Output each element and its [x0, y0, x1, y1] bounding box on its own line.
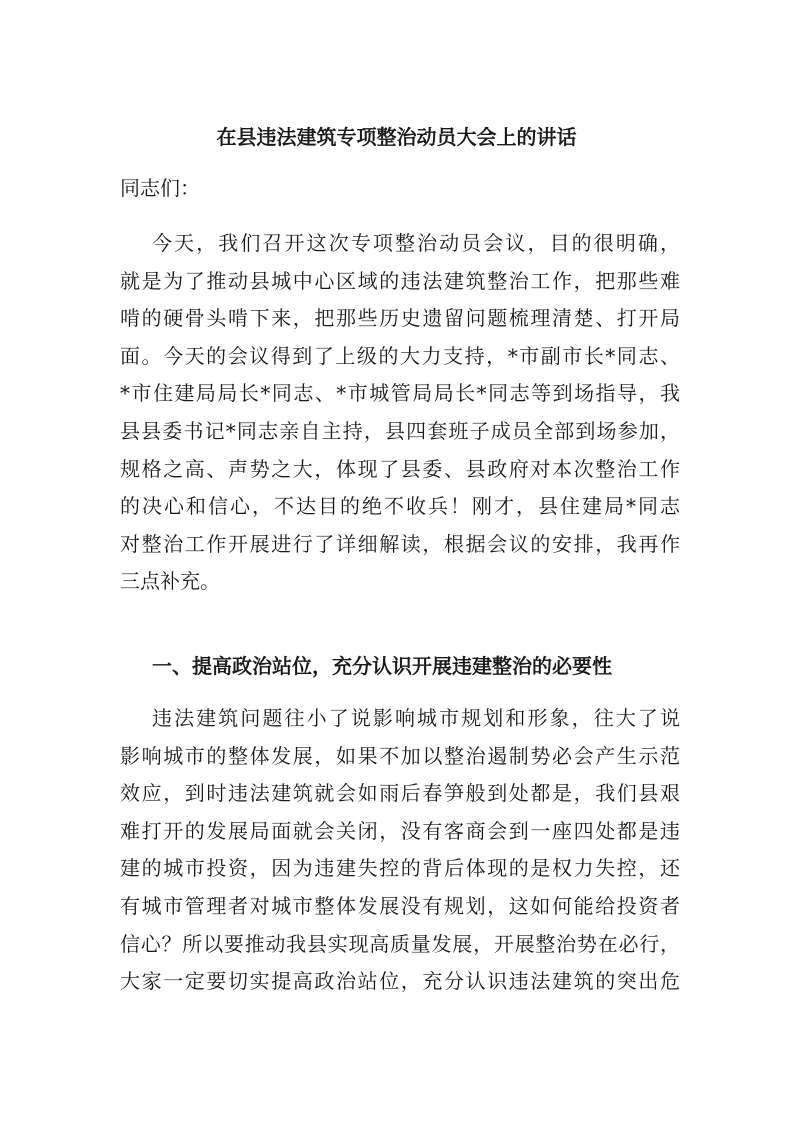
- paragraph-line: 影响城市的整体发展，如果不加以整治遏制势必会产生示范: [120, 743, 680, 768]
- paragraph-opening: [120, 225, 680, 601]
- paragraph-line: 对整治工作开展进行了详细解读，根据会议的安排，我再作: [120, 531, 680, 556]
- paragraph-line: 大家一定要切实提高政治站位，充分认识违法建筑的突出危: [120, 969, 680, 994]
- paragraph-line: 规格之高、声势之大，体现了县委、县政府对本次整治工作: [120, 456, 680, 481]
- section-heading-1: 一、提高政治站位，充分认识开展违建整治的必要性: [152, 654, 612, 678]
- paragraph-line: 啃的硬骨头啃下来，把那些历史遗留问题梳理清楚、打开局: [120, 306, 680, 331]
- paragraph-line: 违法建筑问题往小了说影响城市规划和形象，往大了说: [152, 706, 680, 730]
- paragraph-line: 三点补充。: [120, 569, 220, 594]
- salutation: 同志们：: [120, 176, 200, 200]
- paragraph-line: 县县委书记*同志亲自主持，县四套班子成员全部到场参加，: [120, 418, 680, 443]
- paragraph-line: 信心？所以要推动我县实现高质量发展，开展整治势在必行，: [120, 931, 680, 956]
- paragraph-section-1: [120, 700, 680, 1001]
- paragraph-line: 的决心和信心，不达目的绝不收兵！刚才，县住建局*同志: [120, 494, 680, 519]
- paragraph-line: 面。今天的会议得到了上级的大力支持，*市副市长*同志、: [120, 343, 680, 368]
- document-title: 在县违法建筑专项整治动员大会上的讲话: [216, 125, 577, 149]
- paragraph-line: 难打开的发展局面就会关闭，没有客商会到一座四处都是违: [120, 818, 680, 843]
- paragraph-line: 就是为了推动县城中心区域的违法建筑整治工作，把那些难: [120, 268, 680, 293]
- paragraph-line: *市住建局局长*同志、*市城管局局长*同志等到场指导，我: [120, 381, 680, 406]
- paragraph-line: 今天，我们召开这次专项整治动员会议，目的很明确，: [152, 231, 680, 255]
- paragraph-line: 有城市管理者对城市整体发展没有规划，这如何能给投资者: [120, 893, 680, 918]
- paragraph-line: 建的城市投资，因为违建失控的背后体现的是权力失控，还: [120, 856, 680, 881]
- paragraph-line: 效应，到时违法建筑就会如雨后春笋般到处都是，我们县艰: [120, 781, 680, 806]
